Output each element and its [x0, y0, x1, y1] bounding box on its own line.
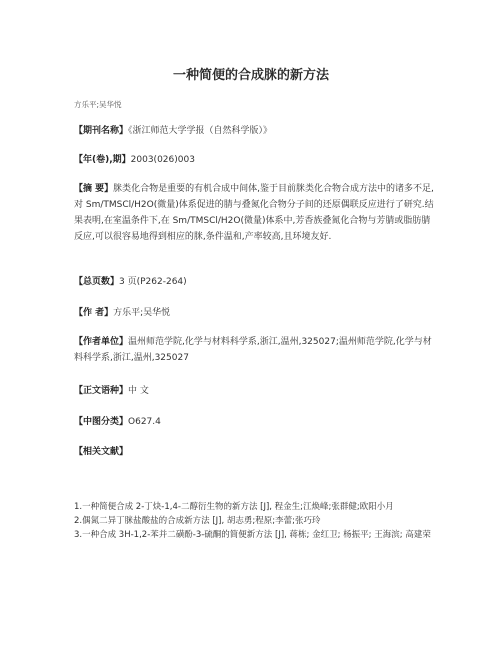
affiliation-label: 【作者单位】 [74, 337, 129, 347]
authors-value: 方乐平;吴华悦 [113, 308, 171, 318]
related-field [74, 444, 434, 460]
year-issue-value: 2003(026)003 [130, 155, 195, 165]
clc-label: 【中图分类】 [74, 417, 129, 427]
related-label: 【相关文献】 [74, 447, 129, 457]
reference-list [74, 500, 434, 542]
abstract-label: 【摘 要】 [74, 184, 114, 194]
language-field [74, 383, 434, 399]
affiliation-value: 温州师范学院,化学与材料科学系,浙江,温州,325027;温州师范学院,化学与材料科学系,浙江,温州,325027 [74, 337, 432, 363]
author-line: 方乐平;吴华悦 [74, 100, 122, 109]
pages-field [74, 274, 434, 290]
year-issue-label: 【年(卷),期】 [74, 155, 131, 165]
reference-item[interactable]: 3.一种合成 3H-1,2-苯并二磺酚-3-硫酮的简便新方法 [J], 蒋栋; 金红卫; 杨振平; 王海滨; 高建荣 [74, 530, 431, 540]
clc-value: O627.4 [128, 417, 161, 427]
year-issue-field [74, 152, 434, 168]
language-label: 【正文语种】 [74, 386, 129, 396]
reference-item[interactable]: 2.偶氮二异丁脒盐酸盐的合成新方法 [J], 胡志勇;程原;李蕾;张巧玲 [74, 516, 321, 526]
journal-value: 《浙江师范大学学报（自然科学版）》 [128, 126, 273, 136]
authors-label: 【作 者】 [74, 308, 114, 318]
pages-value: 3 页(P262-264) [119, 277, 187, 287]
journal-field [74, 123, 434, 139]
abstract-field [74, 181, 434, 245]
authors-field [74, 305, 434, 321]
language-value: 中 文 [128, 386, 149, 396]
pages-label: 【总页数】 [74, 277, 120, 287]
affiliation-field [74, 334, 434, 366]
journal-label: 【期刊名称】 [74, 126, 129, 136]
clc-field [74, 414, 434, 430]
reference-item[interactable]: 1.一种简便合成 2-丁炔-1,4-二醇衍生物的新方法 [J], 程金生;江焕峰;张群健;欧阳小月 [74, 502, 394, 512]
abstract-value: 脒类化合物是重要的有机合成中间体,鉴于目前脒类化合物合成方法中的诸多不足,对 Sm/TMSCl/H2O(微量)体系促进的腈与叠氮化合物分子间的还原偶联反应进行了研究.结果表明,在室温条件下,在 Sm/TMSCl/H2O(微量)体系中,芳香族叠氮化合物与芳腈或脂肪腈反应,可以很容易地得到相应的脒,条件温和,产率较高,且环境友好. [74, 184, 434, 242]
document-title: 一种简便的合成脒的新方法 [172, 68, 329, 83]
